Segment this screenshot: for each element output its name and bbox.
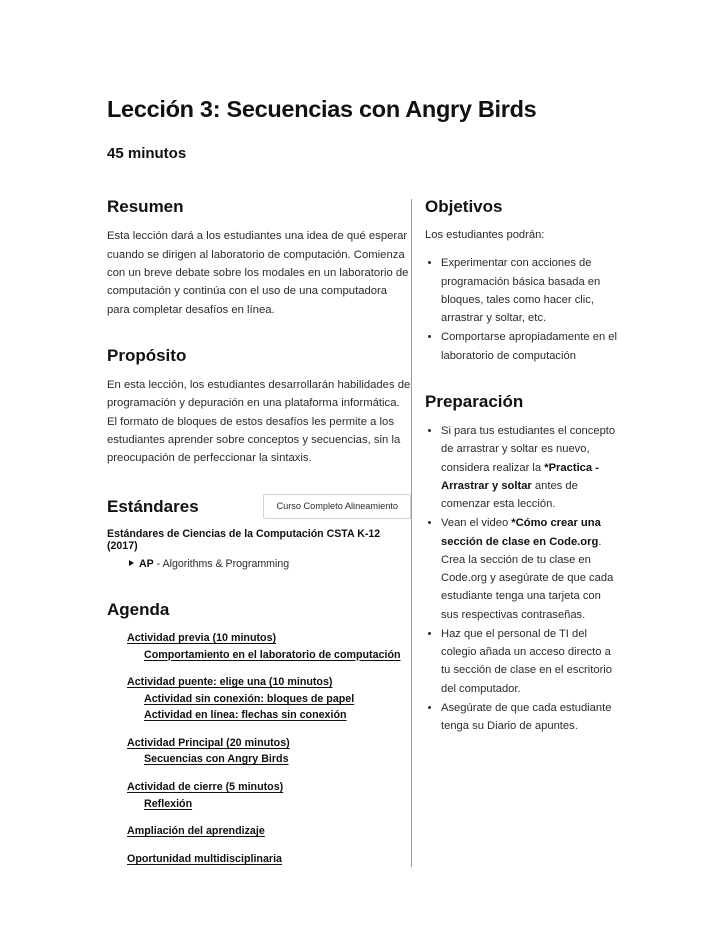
preparacion-item [425, 699, 620, 736]
agenda-child-link[interactable]: Secuencias con Angry Birds [144, 753, 289, 766]
agenda-group [107, 735, 411, 768]
section-proposito [107, 345, 411, 468]
agenda-child-link[interactable]: Actividad sin conexión: bloques de papel [144, 692, 355, 705]
agenda-child-link[interactable]: Comportamiento en el laboratorio de computación [144, 648, 401, 661]
resumen-text: Esta lección dará a los estudiantes una idea de qué esperar cuando se dirigen al laboratorio de computación. Comienza con un breve debate sobre los modales en un laboratorio de computación y continúa con el uso de una computadora para completar desafíos en línea. [107, 230, 409, 316]
preparacion-emphasis: *Cómo crear una sección de clase en Code.org [441, 517, 601, 548]
agenda-group [107, 823, 411, 840]
preparacion-text: antes de comenzar esta lección. [441, 479, 578, 511]
lesson-duration: 45 minutos [107, 145, 187, 163]
preparacion-item [425, 514, 620, 624]
agenda-child-link[interactable]: Reflexión [144, 797, 193, 810]
section-resumen [107, 196, 411, 319]
standard-item[interactable] [129, 557, 411, 573]
agenda-group [107, 779, 411, 812]
preparacion-item [425, 625, 620, 698]
agenda-parent-link[interactable]: Actividad puente: elige una (10 minutos) [127, 676, 333, 689]
objetivo-item: Comportarse apropiadamente en el laboratorio de computación [425, 328, 620, 365]
section-objetivos [425, 196, 620, 365]
objetivos-lead-in: Los estudiantes podrán: [425, 229, 545, 242]
agenda-parent-link[interactable]: Actividad Principal (20 minutos) [127, 736, 290, 749]
estandares-heading: Estándares [107, 496, 199, 516]
proposito-text: En esta lección, los estudiantes desarrollarán habilidades de programación y depuración en una plataforma informática. El formato de bloques de estos desafíos les permite a los estudiantes aprender sobre conceptos y secuencias, sin la preocupación de perfeccionar la sintaxis. [107, 379, 411, 465]
section-preparacion [425, 391, 620, 736]
preparacion-list [425, 422, 620, 735]
objetivos-heading: Objetivos [425, 197, 503, 217]
preparacion-item [425, 422, 620, 513]
agenda-list [107, 630, 411, 867]
standard-code: AP [139, 557, 154, 570]
resumen-heading: Resumen [107, 197, 184, 217]
section-agenda [107, 599, 411, 868]
section-estandares [107, 494, 411, 573]
standard-description: - Algorithms & Programming [153, 557, 290, 570]
preparacion-heading: Preparación [425, 391, 524, 411]
left-column [107, 196, 411, 867]
preparacion-text: Asegúrate de que cada estudiante tenga su Diario de apuntes. [441, 701, 612, 733]
standards-header-row [107, 494, 411, 519]
agenda-group [107, 674, 411, 724]
standards-subheading: Estándares de Ciencias de la Computación CSTA K-12 (2017) [107, 527, 381, 552]
agenda-parent-link[interactable]: Oportunidad multidisciplinaria [127, 852, 282, 865]
agenda-parent-link[interactable]: Ampliación del aprendizaje [127, 825, 265, 838]
preparacion-text: . Crea la sección de tu clase en Code.org y asegúrate de que cada estudiante tenga una tarjeta con sus respectivas contraseñas. [441, 535, 614, 621]
preparacion-text: Haz que el personal de TI del colegio añada un acceso directo a tu sección de clase en el escritorio del computador. [441, 627, 613, 695]
agenda-heading: Agenda [107, 599, 170, 619]
content-columns [107, 196, 620, 867]
proposito-heading: Propósito [107, 345, 187, 365]
preparacion-emphasis: *Practica - Arrastrar y soltar [441, 461, 599, 492]
curso-completo-alineamiento-button[interactable]: Curso Completo Alineamiento [263, 494, 411, 519]
agenda-child-link[interactable]: Actividad en línea: flechas sin conexión [144, 709, 347, 722]
agenda-group [107, 851, 411, 868]
triangle-right-icon [129, 560, 134, 566]
preparacion-text: Si para tus estudiantes el concepto de arrastrar y soltar es nuevo, considera realizar la [441, 425, 616, 474]
page-title: Lección 3: Secuencias con Angry Birds [107, 96, 537, 122]
standards-list [107, 557, 411, 573]
agenda-parent-link[interactable]: Actividad previa (10 minutos) [127, 632, 277, 644]
objetivo-item: Experimentar con acciones de programación básica basada en bloques, tales como hacer clic, arrastrar y soltar, etc. [425, 254, 620, 327]
agenda-parent-link[interactable]: Actividad de cierre (5 minutos) [127, 781, 284, 794]
objetivos-list [425, 254, 620, 365]
agenda-group [107, 630, 411, 663]
preparacion-text: Vean el video [441, 517, 512, 530]
right-column [412, 196, 620, 736]
